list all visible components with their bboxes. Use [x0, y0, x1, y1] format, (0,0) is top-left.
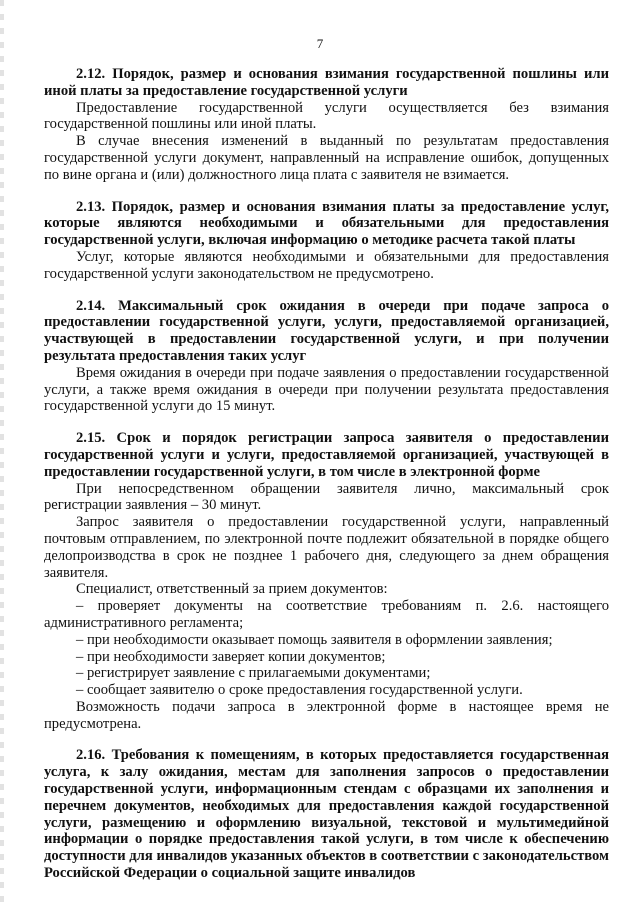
responsibilities-list: [44, 598, 609, 699]
paragraph: Запрос заявителя о предоставлении государственной услуги, направленный почтовым отправлением, по электронной почте подлежит обязательной в порядке общего делопроизводства в срок не позднее 1 рабочего дня, следующего за днем обращения заявителя.: [44, 514, 609, 581]
list-item: – при необходимости заверяет копии документов;: [76, 648, 386, 665]
section-heading: 2.13. Порядок, размер и основания взимания платы за предоставление услуг, которые являются необходимыми и обязательными для предоставления государственной услуги, включая информацию о методике расчета такой платы: [44, 198, 609, 249]
section-heading: 2.12. Порядок, размер и основания взимания государственной пошлины или иной платы за предоставление государственной услуги: [44, 66, 609, 99]
paragraph: В случае внесения изменений в выданный по результатам предоставления государственной услуги документ, направленный на исправление ошибок, допущенных по вине органа и (или) должностного лица плата с заявителя не взимается.: [44, 133, 609, 183]
section-2-13: [44, 199, 609, 283]
scan-edge-artifact: [0, 0, 4, 905]
section-heading: 2.14. Максимальный срок ожидания в очереди при подаче запроса о предоставлении государственной услуги, услуги, предоставляемой организацией, участвующей в предоставлении государственной услуги, и при получении результата предоставления таких услуг: [44, 297, 609, 364]
section-2-15: [44, 430, 609, 732]
list-item: – при необходимости оказывает помощь заявителя в оформлении заявления;: [76, 631, 553, 648]
section-heading: 2.16. Требования к помещениям, в которых предоставляется государственная услуга, к залу ожидания, местам для заполнения запросов о предоставлении государственной услуги, информационным стендам с образцами их заполнения и перечнем документов, необходимых для предоставления каждой государственной услуги, размещению и оформлению визуальной, текстовой и мультимедийной информации о порядке предоставления такой услуги, в том числе к обеспечению доступности для инвалидов указанных объектов в соответствии с законодательством Российской Федерации о социальной защите инвалидов: [44, 747, 609, 882]
paragraph: Предоставление государственной услуги осуществляется без взимания государственной пошлины или иной платы.: [44, 99, 609, 133]
list-item: – регистрирует заявление с прилагаемыми документами;: [76, 665, 431, 682]
list-item: – проверяет документы на соответствие требованиям п. 2.6. настоящего административного регламента;: [44, 598, 609, 631]
section-2-14: [44, 298, 609, 416]
section-heading: 2.15. Срок и порядок регистрации запроса заявителя о предоставлении государственной услуги и услуги, предоставляемой организацией, участвующей в предоставлении государственной услуги, в том числе в электронной форме: [44, 430, 609, 480]
section-2-16: [44, 747, 609, 881]
paragraph: Возможность подачи запроса в электронной форме в настоящее время не предусмотрена.: [44, 698, 609, 732]
page-number: 7: [316, 36, 324, 51]
paragraph: При непосредственном обращении заявителя лично, максимальный срок регистрации заявления – 30 минут.: [44, 480, 609, 514]
paragraph: Время ожидания в очереди при подаче заявления о предоставлении государственной услуги, а также время ожидания в очереди при получении результата предоставления государственной услуги до 15 минут.: [44, 364, 609, 415]
paragraph: Специалист, ответственный за прием документов:: [76, 581, 388, 598]
section-2-12: [44, 66, 609, 184]
list-item: – сообщает заявителю о сроке предоставления государственной услуги.: [76, 682, 523, 699]
document-body: [44, 66, 609, 882]
paragraph: Услуг, которые являются необходимыми и обязательными для предоставления государственной услуги законодательством не предусмотрено.: [44, 248, 609, 282]
